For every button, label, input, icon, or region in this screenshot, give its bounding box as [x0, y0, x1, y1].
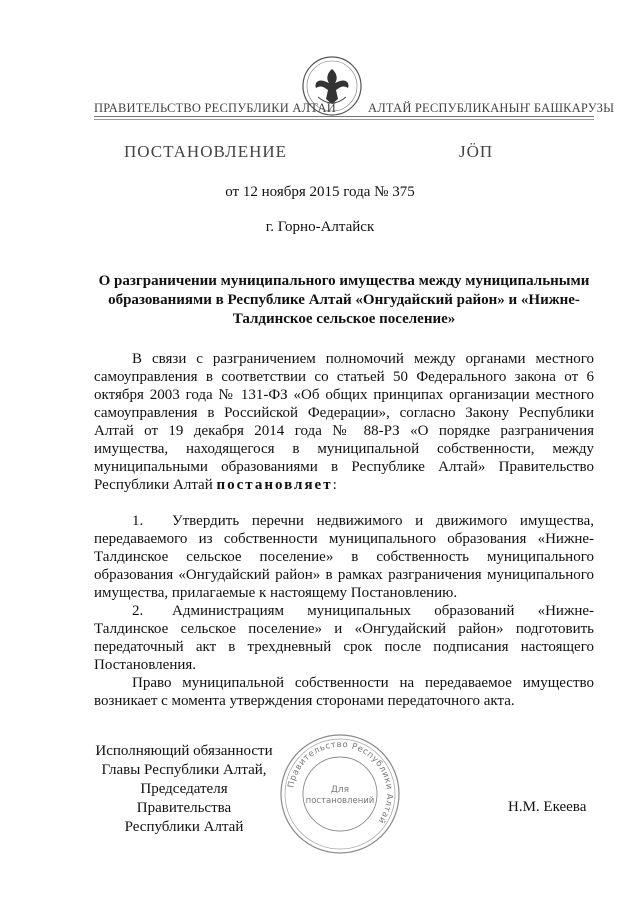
- closing-paragraph: Право муниципальной собственности на передаваемое имущество возникает с момента утверждения сторонами передаточного акта.: [94, 675, 594, 709]
- government-name-russian: ПРАВИТЕЛЬСТВО РЕСПУБЛИКИ АЛТАЙ: [94, 101, 336, 115]
- stamp-center-line: Для: [330, 785, 350, 795]
- decree-date-number: от 12 ноября 2015 года № 375: [225, 184, 415, 200]
- signatory-title: [94, 742, 274, 837]
- signatory-line: Республики Алтай: [124, 819, 244, 835]
- decree-city: г. Горно-Алтайск: [265, 219, 375, 235]
- decree-label-russian: ПОСТАНОВЛЕНИЕ: [124, 142, 288, 161]
- decree-title: О разграничении муниципального имущества между муниципальными образованиями в Республике Алтай «Онгудайский район» и «Нижне-Талдинское сельское поселение»: [98, 273, 590, 327]
- signatory-line: Главы Республики Алтай,: [101, 762, 267, 778]
- official-stamp: [278, 732, 402, 856]
- signatory-line: Председателя Правительства: [136, 781, 232, 816]
- list-item: [94, 512, 594, 602]
- decree-body: [94, 350, 594, 710]
- item-text: Администрациям муниципальных образований «Нижне-Талдинское сельское поселение» и «Онгудайский район» подготовить передаточный акт в трехдневный срок после подписания настоящего Постановления.: [94, 603, 594, 673]
- stamp-ring-text: Правительство Республики Алтай: [286, 739, 395, 826]
- header-rule: [94, 116, 594, 117]
- header-rule-thin: [94, 119, 594, 120]
- government-name-altai: АЛТАЙ РЕСПУБЛИКАНЫҤ БАШКАРУЗЫ: [368, 101, 615, 115]
- item-number: 1.: [132, 513, 144, 529]
- stamp-center-line: постановлений: [305, 796, 375, 806]
- decree-label-altai: JӦП: [459, 142, 494, 161]
- signatory-line: Исполняющий обязанности: [95, 743, 273, 759]
- signatory-name: Н.М. Екеева: [508, 799, 587, 815]
- item-text: Утвердить перечни недвижимого и движимого имущества, передаваемого из собственности муниципального образования «Нижне-Талдинское сельское поселение» в собственность муниципального образования «Онгудайский район» в рамках разграничения муниципального имущества, прилагаемые к настоящему Постановлению.: [94, 513, 594, 601]
- resolves-word: постановляет: [216, 477, 333, 493]
- svg-text:Правительство Республики Алтай: [286, 740, 394, 825]
- preamble-text: В связи с разграничением полномочий между органами местного самоуправления в соответствии со статьей 50 Федерального закона от 6 октября 2003 года № 131-ФЗ «Об общих принципах организации местного самоуправления в Российской Федерации», согласно Закону Республики Алтай от 19 декабря 2014 года № 88-РЗ «О порядке разграничения имущества, находящегося в муниципальной собственности, между муниципальными образованиями в Республике Алтай» Правительство Республики Алтай: [94, 351, 594, 493]
- resolves-punct: :: [332, 477, 337, 493]
- preamble-paragraph: [94, 350, 594, 494]
- item-number: 2.: [132, 603, 144, 619]
- list-item: [94, 602, 594, 674]
